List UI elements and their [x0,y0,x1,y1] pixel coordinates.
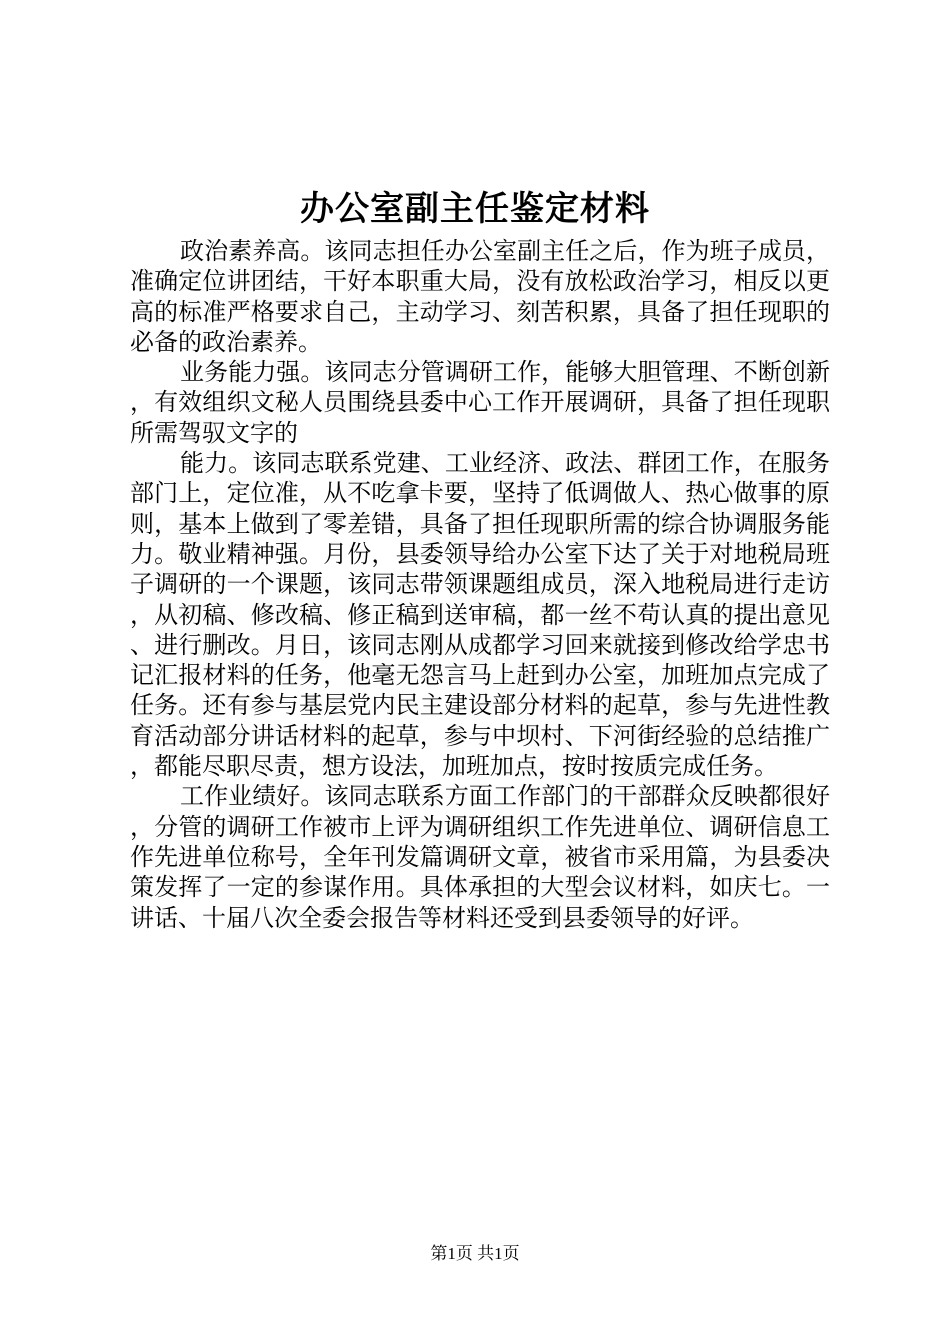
paragraph-political-quality: 政治素养高。该同志担任办公室副主任之后，作为班子成员，准确定位讲团结，干好本职重大局，没有放松政治学习，相反以更高的标准严格要求自己，主动学习、刻苦积累，具备了担任现职的必备的政治素养。 [130,237,830,356]
paragraph-work-performance: 工作业绩好。该同志联系方面工作部门的干部群众反映都很好，分管的调研工作被市上评为调研组织工作先进单位、调研信息工作先进单位称号，全年刊发篇调研文章，被省市采用篇，为县委决策发挥了一定的参谋作用。具体承担的大型会议材料，如庆七。一讲话、十届八次全委会报告等材料还受到县委领导的好评。 [130,782,830,932]
paragraph-business-ability: 业务能力强。该同志分管调研工作，能够大胆管理、不断创新，有效组织文秘人员围绕县委中心工作开展调研，具备了担任现职所需驾驭文字的 [130,358,830,447]
document-title: 办公室副主任鉴定材料 [300,189,650,229]
page-number-footer: 第1页 共1页 [430,1244,520,1263]
paragraph-coordination-dedication: 能力。该同志联系党建、工业经济、政法、群团工作，在服务部门上，定位准，从不吃拿卡要，坚持了低调做人、热心做事的原则，基本上做到了零差错，具备了担任现职所需的综合协调服务能力。敬业精神强。月份，县委领导给办公室下达了关于对地税局班子调研的一个课题，该同志带领课题组成员，深入地税局进行走访，从初稿、修改稿、修正稿到送审稿，都一丝不苟认真的提出意见、进行删改。月日，该同志刚从成都学习回来就接到修改给学忠书记汇报材料的任务，他毫无怨言马上赶到办公室，加班加点完成了任务。还有参与基层党内民主建设部分材料的起草，参与先进性教育活动部分讲话材料的起草，参与中坝村、下河街经验的总结推广，都能尽职尽责，想方设法，加班加点，按时按质完成任务。 [130,449,830,781]
document-body [130,236,830,933]
